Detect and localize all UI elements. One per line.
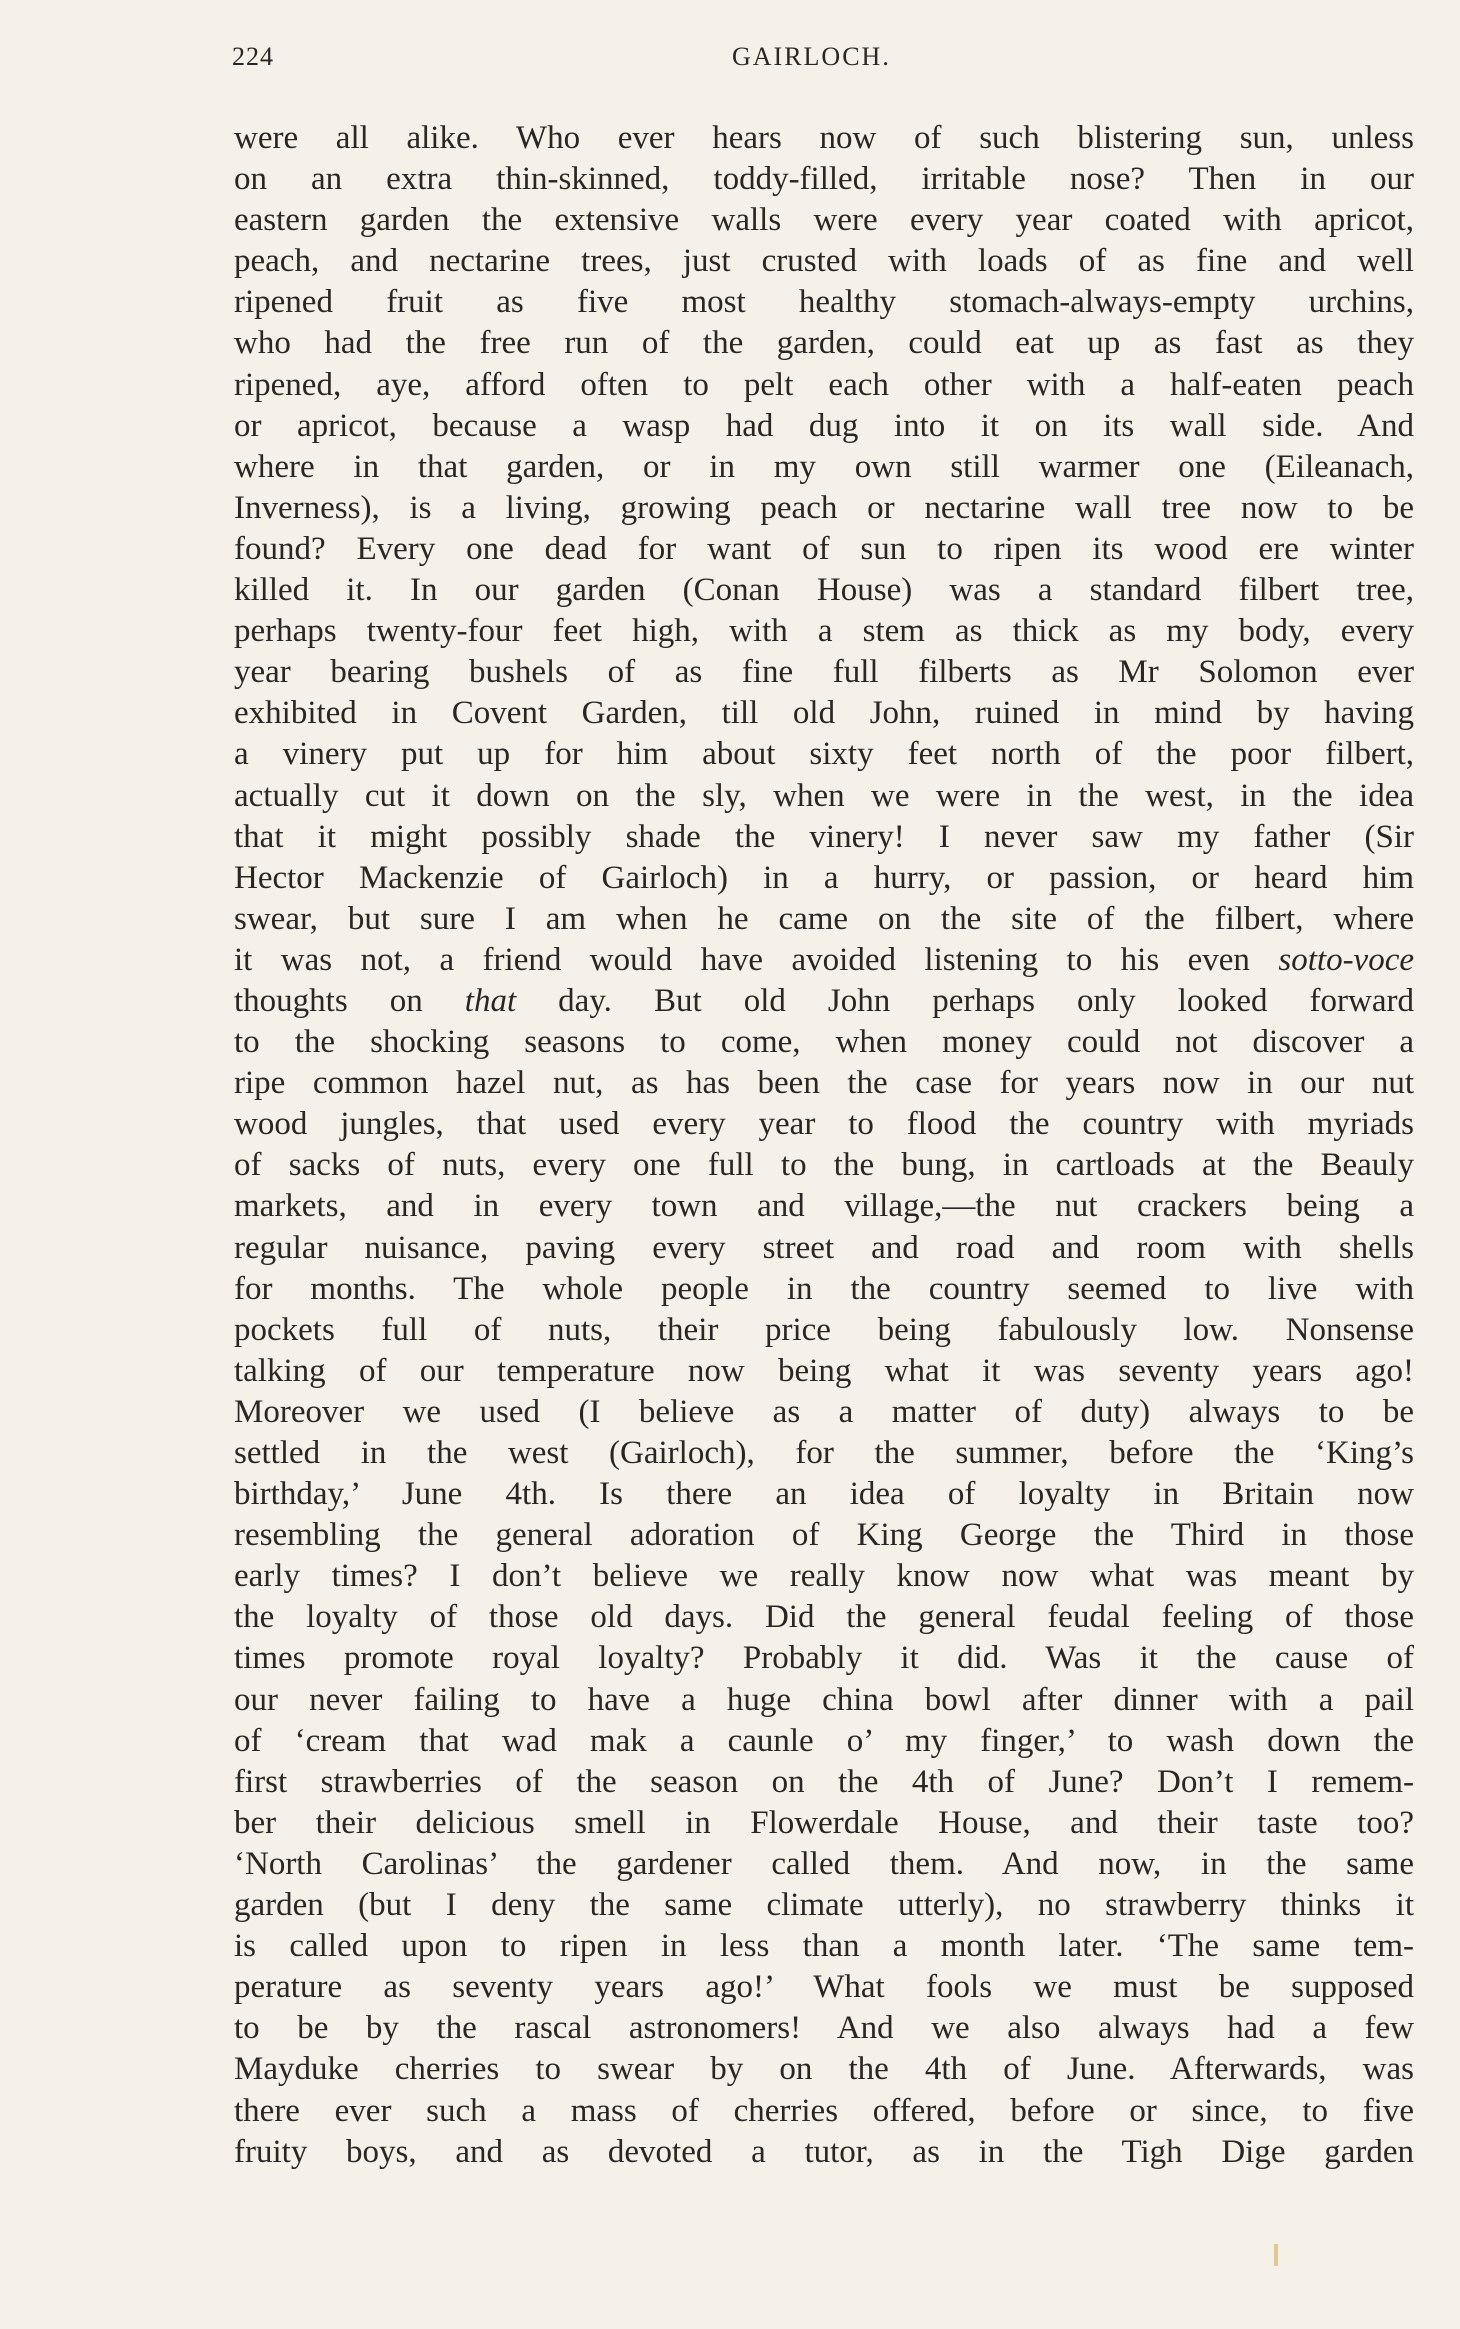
text-line: times promote royal loyalty? Probably it did. Was it the cause of <box>234 1640 1414 1677</box>
italic-sotto-voce: sotto-voce <box>1278 941 1414 978</box>
text-line: wood jungles, that used every year to flood the country with myriads <box>234 1106 1414 1143</box>
text-line: peach, and nectarine trees, just crusted with loads of as fine and well <box>234 243 1414 280</box>
text-line: early times? I don’t believe we really know now what was meant by <box>234 1558 1414 1595</box>
text-line: talking of our temperature now being what it was seventy years ago! <box>234 1352 1414 1389</box>
text-line: to be by the rascal astronomers! And we also always had a few <box>234 2010 1414 2047</box>
text-line: thoughts on that day. But old John perhaps only looked forward <box>234 982 1414 1019</box>
text-line: Hector Mackenzie of Gairloch) in a hurry, or passion, or heard him <box>234 859 1414 896</box>
text-line: who had the free run of the garden, could eat up as fast as they <box>234 325 1414 362</box>
text-line: Mayduke cherries to swear by on the 4th of June. Afterwards, was <box>234 2051 1414 2088</box>
text-line: perature as seventy years ago!’ What fools we must be supposed <box>234 1969 1414 2006</box>
text-line: garden (but I deny the same climate utterly), no strawberry thinks it <box>234 1887 1414 1924</box>
page-blemish <box>1274 2244 1278 2266</box>
text-line: or apricot, because a wasp had dug into it on its wall side. And <box>234 407 1414 444</box>
text-line: Moreover we used (I believe as a matter of duty) always to be <box>234 1393 1414 1430</box>
text-line: resembling the general adoration of King George the Third in those <box>234 1517 1414 1554</box>
text-line: found? Every one dead for want of sun to ripen its wood ere winter <box>234 530 1414 567</box>
text-line: a vinery put up for him about sixty feet north of the poor filbert, <box>234 736 1414 773</box>
italic-that: that <box>464 982 517 1019</box>
text-line: pockets full of nuts, their price being fabulously low. Nonsense <box>234 1311 1414 1348</box>
text-line: regular nuisance, paving every street and road and room with shells <box>234 1229 1414 1266</box>
text-line: fruity boys, and as devoted a tutor, as in the Tigh Dige garden <box>234 2133 1414 2170</box>
text-line: actually cut it down on the sly, when we were in the west, in the idea <box>234 777 1414 814</box>
text-line: killed it. In our garden (Conan House) was a standard filbert tree, <box>234 572 1414 609</box>
text-line: is called upon to ripen in less than a month later. ‘The same tem- <box>234 1928 1414 1965</box>
text-line: it was not, a friend would have avoided listening to his even sotto-voce <box>234 941 1414 978</box>
text-line: on an extra thin-skinned, toddy-filled, irritable nose? Then in our <box>234 161 1414 198</box>
text-line: first strawberries of the season on the 4th of June? Don’t I remem- <box>234 1763 1414 1800</box>
text-line: exhibited in Covent Garden, till old John, ruined in mind by having <box>234 695 1414 732</box>
text-line: perhaps twenty-four feet high, with a stem as thick as my body, every <box>234 613 1414 650</box>
body-text <box>234 118 1414 2173</box>
running-head <box>232 42 1412 82</box>
text-line: markets, and in every town and village,—the nut crackers being a <box>234 1188 1414 1225</box>
page-number: 224 <box>232 42 274 71</box>
text-line: of ‘cream that wad mak a caunle o’ my finger,’ to wash down the <box>234 1722 1414 1759</box>
text-line: for months. The whole people in the country seemed to live with <box>234 1270 1414 1307</box>
text-line: ripe common hazel nut, as has been the case for years now in our nut <box>234 1065 1414 1102</box>
text-line: there ever such a mass of cherries offered, before or since, to five <box>234 2092 1414 2129</box>
running-title: GAIRLOCH. <box>732 42 891 71</box>
text-line: year bearing bushels of as fine full filberts as Mr Solomon ever <box>234 654 1414 691</box>
text-line: settled in the west (Gairloch), for the summer, before the ‘King’s <box>234 1435 1414 1471</box>
text-line: were all alike. Who ever hears now of such blistering sun, unless <box>234 120 1414 156</box>
text-line: Inverness), is a living, growing peach or nectarine wall tree now to be <box>234 489 1414 526</box>
text-line: ‘North Carolinas’ the gardener called them. And now, in the same <box>234 1845 1414 1882</box>
text-line: birthday,’ June 4th. Is there an idea of loyalty in Britain now <box>234 1476 1414 1513</box>
text-line: of sacks of nuts, every one full to the bung, in cartloads at the Beauly <box>234 1147 1414 1184</box>
text-line: where in that garden, or in my own still warmer one (Eileanach, <box>234 448 1414 485</box>
text-line: ripened fruit as five most healthy stomach-always-empty urchins, <box>234 284 1414 321</box>
text-line: eastern garden the extensive walls were every year coated with apricot, <box>234 202 1414 239</box>
text-line: ber their delicious smell in Flowerdale House, and their taste too? <box>234 1804 1414 1841</box>
text-line: the loyalty of those old days. Did the general feudal feeling of those <box>234 1599 1414 1636</box>
text-line: swear, but sure I am when he came on the site of the filbert, where <box>234 900 1414 937</box>
text-line: ripened, aye, afford often to pelt each other with a half-eaten peach <box>234 366 1414 403</box>
text-line: that it might possibly shade the vinery! I never saw my father (Sir <box>234 818 1414 855</box>
text-line: our never failing to have a huge china bowl after dinner with a pail <box>234 1681 1414 1718</box>
text-line: to the shocking seasons to come, when money could not discover a <box>234 1024 1414 1061</box>
